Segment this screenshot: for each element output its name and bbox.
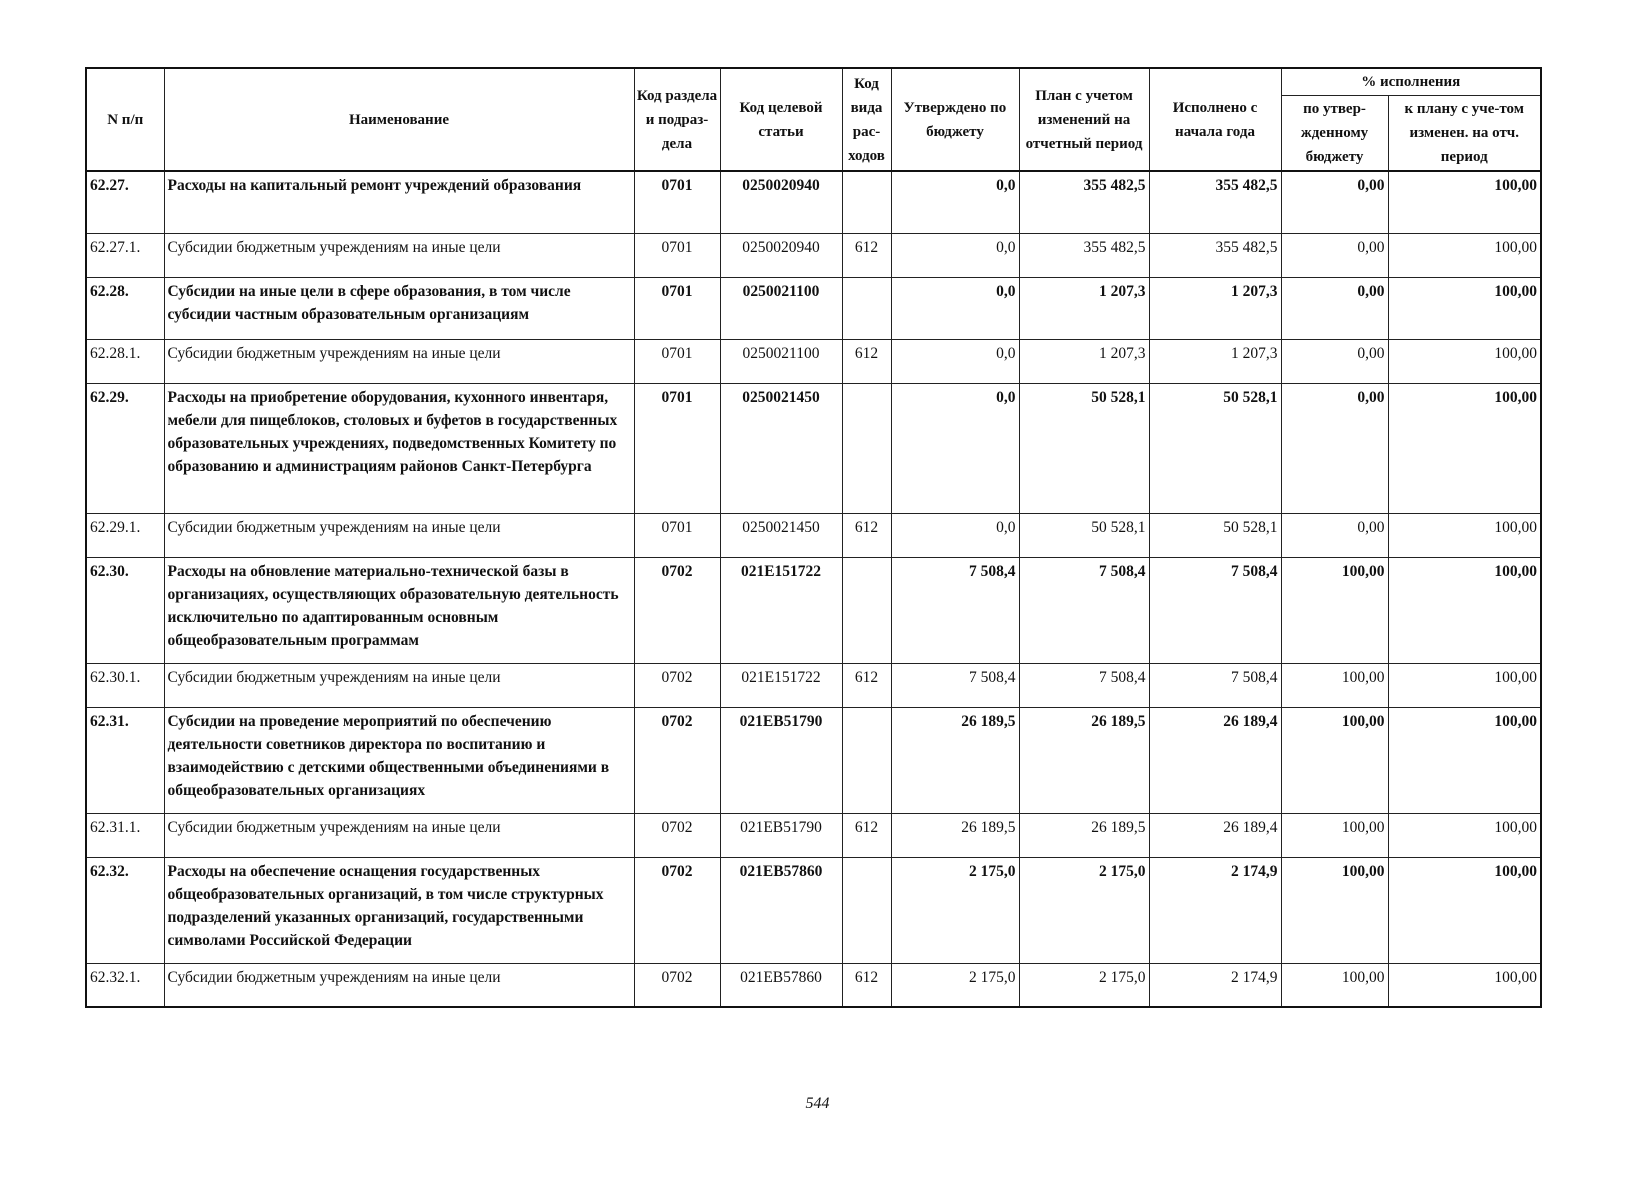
table-row [86, 383, 1541, 513]
row-expense-type [842, 857, 891, 963]
row-percent-budget: 100,00 [1281, 557, 1388, 663]
row-percent-plan: 100,00 [1388, 707, 1541, 813]
row-executed: 355 482,5 [1149, 171, 1281, 233]
row-section-code: 0701 [634, 513, 720, 557]
row-executed: 1 207,3 [1149, 339, 1281, 383]
row-plan: 355 482,5 [1019, 171, 1149, 233]
row-plan: 355 482,5 [1019, 233, 1149, 277]
row-percent-budget: 100,00 [1281, 963, 1388, 1007]
table-row [86, 277, 1541, 339]
row-executed: 1 207,3 [1149, 277, 1281, 339]
row-target-code: 0250021100 [720, 277, 842, 339]
row-approved: 26 189,5 [891, 707, 1019, 813]
row-name: Субсидии бюджетным учреждениям на иные цели [164, 339, 634, 383]
row-percent-plan: 100,00 [1388, 233, 1541, 277]
row-expense-type: 612 [842, 813, 891, 857]
row-expense-type [842, 383, 891, 513]
row-executed: 50 528,1 [1149, 513, 1281, 557]
row-name: Расходы на обновление материально-технической базы в организациях, осуществляющих образовательную деятельность исключительно по адаптированным основным общеобразовательным программам [164, 557, 634, 663]
header-percent-budget: по утвер-жденному бюджету [1281, 96, 1388, 172]
table-row [86, 513, 1541, 557]
row-name: Субсидии бюджетным учреждениям на иные цели [164, 963, 634, 1007]
row-executed: 7 508,4 [1149, 663, 1281, 707]
page-number: 544 [805, 1095, 830, 1112]
row-target-code: 0250020940 [720, 233, 842, 277]
row-number: 62.31. [86, 707, 164, 813]
row-approved: 0,0 [891, 339, 1019, 383]
row-approved: 0,0 [891, 233, 1019, 277]
row-executed: 355 482,5 [1149, 233, 1281, 277]
table-body [86, 171, 1541, 1007]
row-percent-budget: 100,00 [1281, 813, 1388, 857]
table-row [86, 233, 1541, 277]
row-name: Субсидии бюджетным учреждениям на иные цели [164, 233, 634, 277]
row-target-code: 021E151722 [720, 557, 842, 663]
row-percent-budget: 0,00 [1281, 383, 1388, 513]
row-name: Субсидии бюджетным учреждениям на иные цели [164, 813, 634, 857]
row-section-code: 0702 [634, 857, 720, 963]
row-percent-budget: 0,00 [1281, 513, 1388, 557]
header-section-code: Код раздела и подраз-дела [634, 68, 720, 171]
row-executed: 7 508,4 [1149, 557, 1281, 663]
row-target-code: 0250020940 [720, 171, 842, 233]
header-executed: Исполнено с начала года [1149, 68, 1281, 171]
row-executed: 50 528,1 [1149, 383, 1281, 513]
row-number: 62.30. [86, 557, 164, 663]
row-plan: 7 508,4 [1019, 557, 1149, 663]
row-executed: 26 189,4 [1149, 707, 1281, 813]
row-number: 62.28. [86, 277, 164, 339]
row-approved: 2 175,0 [891, 963, 1019, 1007]
row-plan: 2 175,0 [1019, 963, 1149, 1007]
header-percent-group: % исполнения [1281, 68, 1541, 96]
row-approved: 0,0 [891, 171, 1019, 233]
header-expense-type: Код вида рас-ходов [842, 68, 891, 171]
row-executed: 26 189,4 [1149, 813, 1281, 857]
row-percent-plan: 100,00 [1388, 557, 1541, 663]
row-section-code: 0702 [634, 963, 720, 1007]
row-section-code: 0701 [634, 383, 720, 513]
row-approved: 2 175,0 [891, 857, 1019, 963]
row-expense-type: 612 [842, 663, 891, 707]
row-plan: 26 189,5 [1019, 813, 1149, 857]
row-executed: 2 174,9 [1149, 963, 1281, 1007]
row-target-code: 021E151722 [720, 663, 842, 707]
table-row [86, 813, 1541, 857]
row-number: 62.27.1. [86, 233, 164, 277]
row-target-code: 021EB51790 [720, 813, 842, 857]
row-section-code: 0702 [634, 557, 720, 663]
row-name: Субсидии на проведение мероприятий по обеспечению деятельности советников директора по воспитанию и взаимодействию с детскими общественными объединениями в общеобразовательных организациях [164, 707, 634, 813]
row-target-code: 021EB51790 [720, 707, 842, 813]
row-approved: 0,0 [891, 383, 1019, 513]
row-plan: 50 528,1 [1019, 513, 1149, 557]
row-number: 62.31.1. [86, 813, 164, 857]
table-row [86, 963, 1541, 1007]
row-percent-plan: 100,00 [1388, 171, 1541, 233]
row-expense-type [842, 707, 891, 813]
row-plan: 7 508,4 [1019, 663, 1149, 707]
row-percent-budget: 0,00 [1281, 233, 1388, 277]
row-plan: 26 189,5 [1019, 707, 1149, 813]
row-percent-plan: 100,00 [1388, 277, 1541, 339]
row-percent-budget: 0,00 [1281, 339, 1388, 383]
row-percent-budget: 100,00 [1281, 857, 1388, 963]
table-row [86, 663, 1541, 707]
row-expense-type: 612 [842, 233, 891, 277]
row-target-code: 021EB57860 [720, 963, 842, 1007]
header-approved: Утверждено по бюджету [891, 68, 1019, 171]
row-percent-plan: 100,00 [1388, 339, 1541, 383]
header-name: Наименование [164, 68, 634, 171]
row-approved: 0,0 [891, 277, 1019, 339]
row-percent-plan: 100,00 [1388, 663, 1541, 707]
row-section-code: 0702 [634, 813, 720, 857]
row-target-code: 0250021450 [720, 513, 842, 557]
header-row [86, 68, 1541, 96]
row-number: 62.28.1. [86, 339, 164, 383]
row-target-code: 0250021100 [720, 339, 842, 383]
row-approved: 26 189,5 [891, 813, 1019, 857]
row-percent-budget: 100,00 [1281, 663, 1388, 707]
row-name: Расходы на обеспечение оснащения государственных общеобразовательных организаций, в том числе структурных подразделений указанных организаций, государственными символами Российской Федерации [164, 857, 634, 963]
row-plan: 1 207,3 [1019, 339, 1149, 383]
row-name: Субсидии бюджетным учреждениям на иные цели [164, 663, 634, 707]
row-percent-budget: 0,00 [1281, 171, 1388, 233]
header-percent-plan: к плану с уче-том изменен. на отч. период [1388, 96, 1541, 172]
row-number: 62.29. [86, 383, 164, 513]
row-name: Субсидии на иные цели в сфере образования, в том числе субсидии частным образовательным организациям [164, 277, 634, 339]
row-executed: 2 174,9 [1149, 857, 1281, 963]
row-target-code: 021EB57860 [720, 857, 842, 963]
row-expense-type [842, 557, 891, 663]
header-num: N п/п [86, 68, 164, 171]
row-expense-type [842, 277, 891, 339]
row-number: 62.32.1. [86, 963, 164, 1007]
row-section-code: 0701 [634, 171, 720, 233]
table-row [86, 171, 1541, 233]
table-row [86, 339, 1541, 383]
row-percent-plan: 100,00 [1388, 857, 1541, 963]
row-number: 62.32. [86, 857, 164, 963]
row-section-code: 0702 [634, 707, 720, 813]
row-name: Расходы на капитальный ремонт учреждений образования [164, 171, 634, 233]
row-number: 62.29.1. [86, 513, 164, 557]
row-percent-budget: 0,00 [1281, 277, 1388, 339]
row-expense-type [842, 171, 891, 233]
row-plan: 2 175,0 [1019, 857, 1149, 963]
row-approved: 7 508,4 [891, 557, 1019, 663]
row-approved: 7 508,4 [891, 663, 1019, 707]
row-percent-plan: 100,00 [1388, 963, 1541, 1007]
budget-execution-table [85, 67, 1542, 1008]
row-percent-plan: 100,00 [1388, 513, 1541, 557]
row-expense-type: 612 [842, 339, 891, 383]
row-target-code: 0250021450 [720, 383, 842, 513]
row-section-code: 0701 [634, 277, 720, 339]
row-number: 62.30.1. [86, 663, 164, 707]
row-percent-budget: 100,00 [1281, 707, 1388, 813]
row-section-code: 0701 [634, 233, 720, 277]
table-row [86, 707, 1541, 813]
row-expense-type: 612 [842, 513, 891, 557]
row-approved: 0,0 [891, 513, 1019, 557]
row-plan: 50 528,1 [1019, 383, 1149, 513]
row-percent-plan: 100,00 [1388, 813, 1541, 857]
row-name: Субсидии бюджетным учреждениям на иные цели [164, 513, 634, 557]
row-number: 62.27. [86, 171, 164, 233]
row-name: Расходы на приобретение оборудования, кухонного инвентаря, мебели для пищеблоков, столовых и буфетов в государственных образовательных учреждениях, подведомственных Комитету по образованию и администрациям районов Санкт-Петербурга [164, 383, 634, 513]
row-section-code: 0702 [634, 663, 720, 707]
row-expense-type: 612 [842, 963, 891, 1007]
table-row [86, 557, 1541, 663]
table-row [86, 857, 1541, 963]
row-plan: 1 207,3 [1019, 277, 1149, 339]
row-percent-plan: 100,00 [1388, 383, 1541, 513]
header-plan: План с учетом изменений на отчетный период [1019, 68, 1149, 171]
row-section-code: 0701 [634, 339, 720, 383]
header-target-code: Код целевой статьи [720, 68, 842, 171]
